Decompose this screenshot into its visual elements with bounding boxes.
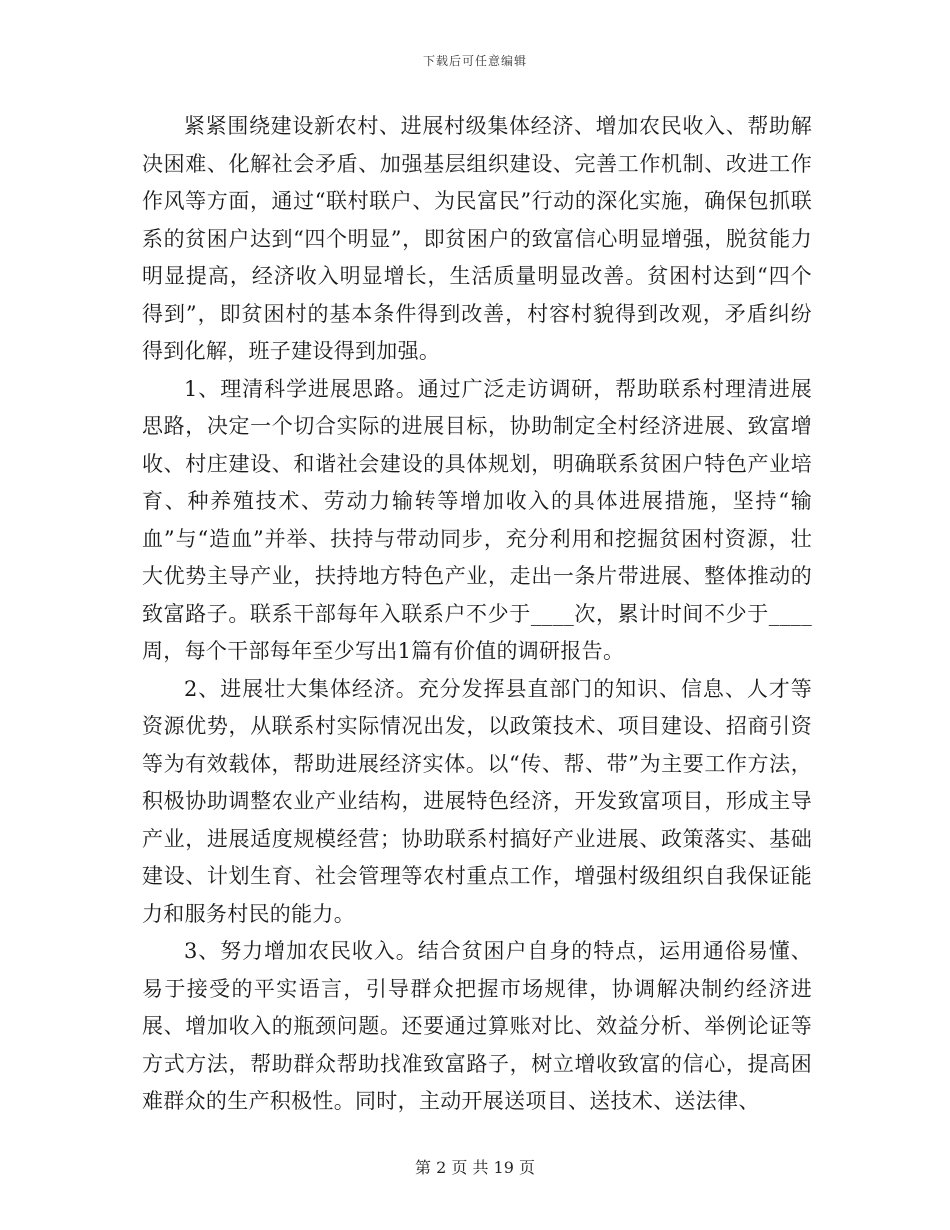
paragraph-item-3: 3、努力增加农民收入。结合贫困户自身的特点，运用通俗易懂、易于接受的平实语言，引导群众把握市场规律，协调解决制约经济进展、增加收入的瓶颈问题。还要通过算账对比、效益分析、举例论证等方式方法，帮助群众帮助找准致富路子，树立增收致富的信心，提高困难群众的生产积极性。同时，主动开展送项目、送技术、送法律、 — [142, 939, 812, 1113]
page-number-footer: 第 2 页 共 19 页 — [415, 1158, 535, 1177]
paragraph-intro: 紧紧围绕建设新农村、进展村级集体经济、增加农民收入、帮助解决困难、化解社会矛盾、加强基层组织建设、完善工作机制、改进工作作风等方面，通过“联村联户、为民富民”行动的深化实施，确保包抓联系的贫困户达到“四个明显”，即贫困户的致富信心明显增强，脱贫能力明显提高，经济收入明显增长，生活质量明显改善。贫困村达到“四个得到”，即贫困村的基本条件得到改善，村容村貌得到改观，矛盾纠纷得到化解，班子建设得到加强。 — [142, 114, 812, 363]
paragraph-item-2: 2、进展壮大集体经济。充分发挥县直部门的知识、信息、人才等资源优势，从联系村实际情况出发，以政策技术、项目建设、招商引资等为有效载体，帮助进展经济实体。以“传、帮、带”为主要工作方法，积极协助调整农业产业结构，进展特色经济，开发致富项目，形成主导产业，进展适度规模经营；协助联系村搞好产业进展、政策落实、基础建设、计划生育、社会管理等农村重点工作，增强村级组织自我保证能力和服务村民的能力。 — [142, 676, 812, 926]
paragraph-item-1: 1、理清科学进展思路。通过广泛走访调研，帮助联系村理清进展思路，决定一个切合实际的进展目标，协助制定全村经济进展、致富增收、村庄建设、和谐社会建设的具体规划，明确联系贫困户特色产业培育、种养殖技术、劳动力输转等增加收入的具体进展措施，坚持“输血”与“造血”并举、扶持与带动同步，充分利用和挖掘贫困村资源，壮大优势主导产业，扶持地方特色产业，走出一条片带进展、整体推动的致富路子。联系干部每年入联系户不少于____次，累计时间不少于____周，每个干部每年至少写出1篇有价值的调研报告。 — [142, 376, 812, 663]
page-header-note: 下载后可任意编辑 — [422, 54, 527, 68]
document-body — [142, 108, 812, 1121]
